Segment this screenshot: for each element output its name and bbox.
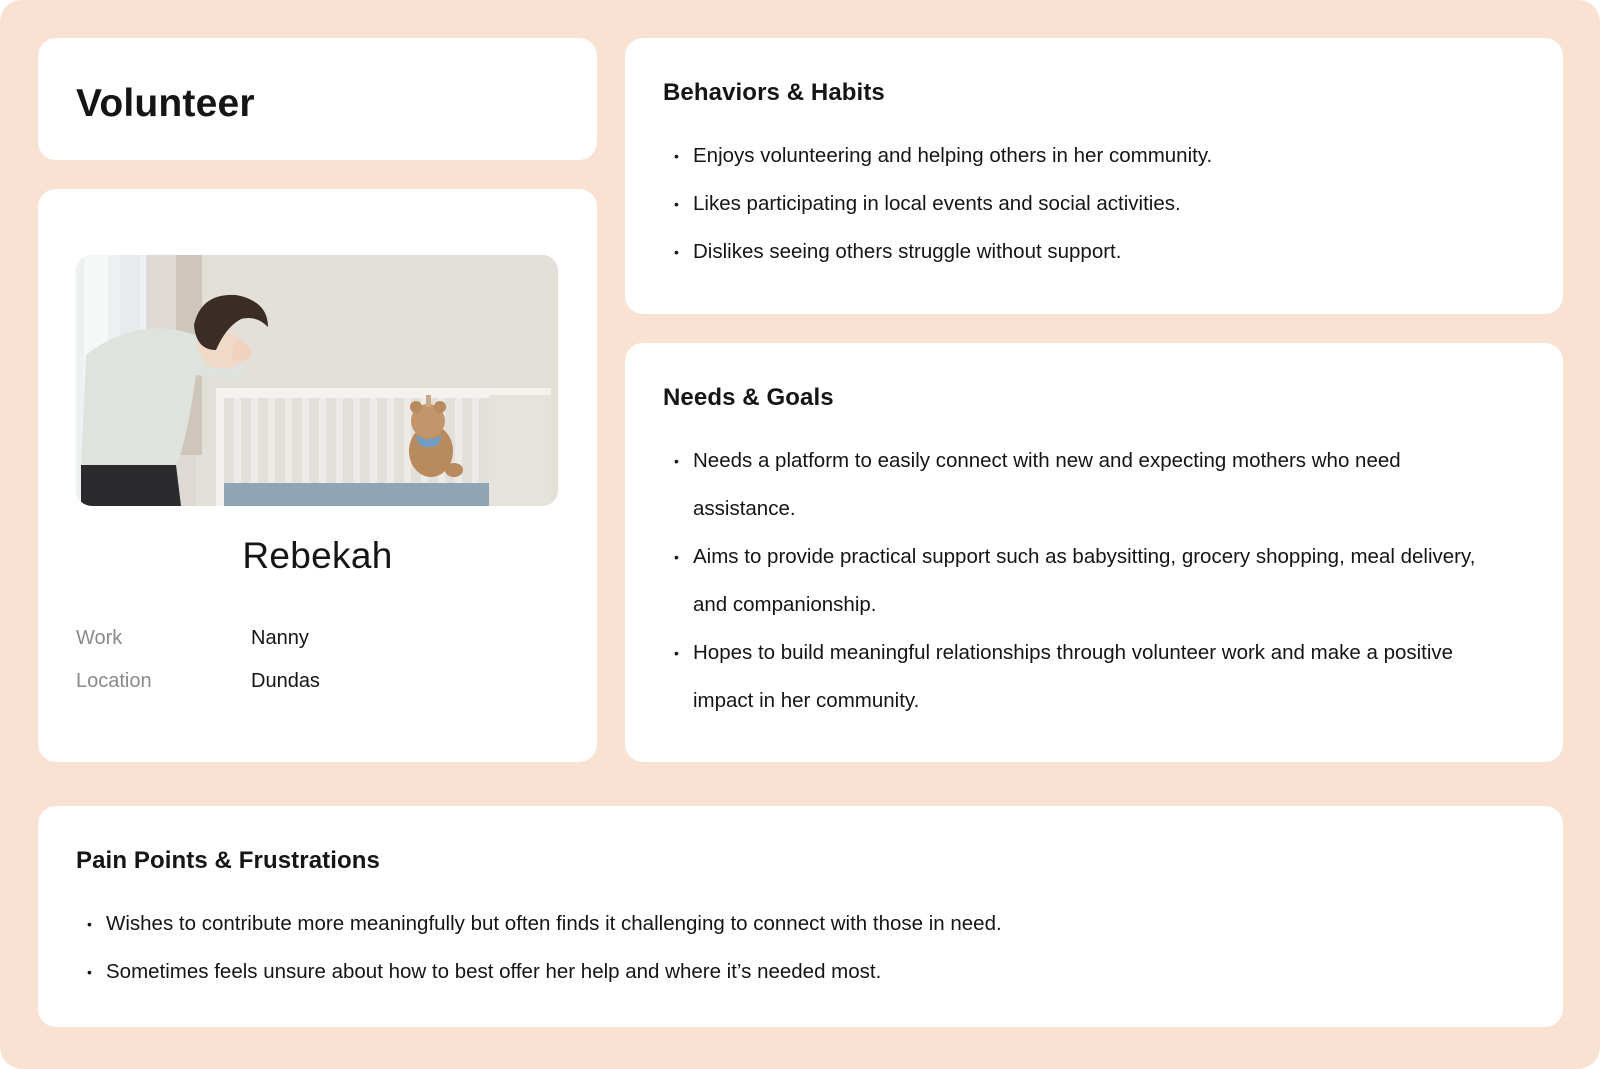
attribute-value: Nanny [251, 627, 309, 649]
list-item-text: Enjoys volunteering and helping others in her community. [693, 144, 1213, 167]
section-heading: Needs & Goals [663, 384, 834, 411]
section-heading: Behaviors & Habits [663, 79, 885, 106]
list-item-text: Aims to provide practical support such as babysitting, grocery shopping, meal delivery, and companionship. [693, 545, 1476, 616]
profile-card [38, 189, 597, 762]
list-item-text: Hopes to build meaningful relationships through volunteer work and make a positive impact in her community. [693, 641, 1454, 712]
section-heading: Pain Points & Frustrations [76, 847, 380, 874]
pain-points-list [76, 900, 1516, 996]
profile-attribute-work [76, 625, 556, 651]
list-item [663, 533, 1493, 629]
list-item-text: Dislikes seeing others struggle without support. [693, 240, 1122, 263]
title-card [38, 38, 597, 160]
list-item-text: Likes participating in local events and social activities. [693, 192, 1181, 215]
behaviors-card [625, 38, 1563, 314]
list-item [663, 629, 1493, 725]
bullet-icon: • [674, 645, 679, 661]
bullet-icon: • [674, 549, 679, 565]
needs-card [625, 343, 1563, 762]
list-item [663, 437, 1493, 533]
list-item [76, 900, 1516, 948]
bullet-icon: • [674, 148, 679, 164]
profile-photo-illustration [76, 255, 558, 506]
attribute-value: Dundas [251, 670, 320, 692]
bullet-icon: • [674, 244, 679, 260]
bullet-icon: • [674, 196, 679, 212]
bullet-icon: • [87, 916, 92, 932]
list-item-text: Needs a platform to easily connect with new and expecting mothers who need assistance. [693, 449, 1401, 520]
list-item [663, 228, 1523, 276]
profile-name: Rebekah [242, 535, 393, 576]
list-item-text: Wishes to contribute more meaningfully but often finds it challenging to connect with those in need. [106, 912, 1002, 935]
list-item [76, 948, 1516, 996]
bullet-icon: • [87, 964, 92, 980]
behaviors-list [663, 132, 1523, 276]
list-item [663, 180, 1523, 228]
page-title: Volunteer [76, 82, 255, 125]
pain-points-card [38, 806, 1563, 1027]
bullet-icon: • [674, 453, 679, 469]
attribute-label: Work [76, 627, 123, 649]
attribute-label: Location [76, 670, 152, 692]
list-item-text: Sometimes feels unsure about how to best offer her help and where it’s needed most. [106, 960, 882, 983]
profile-attribute-location [76, 668, 556, 694]
list-item [663, 132, 1523, 180]
profile-photo [76, 255, 558, 506]
needs-list [663, 437, 1493, 725]
